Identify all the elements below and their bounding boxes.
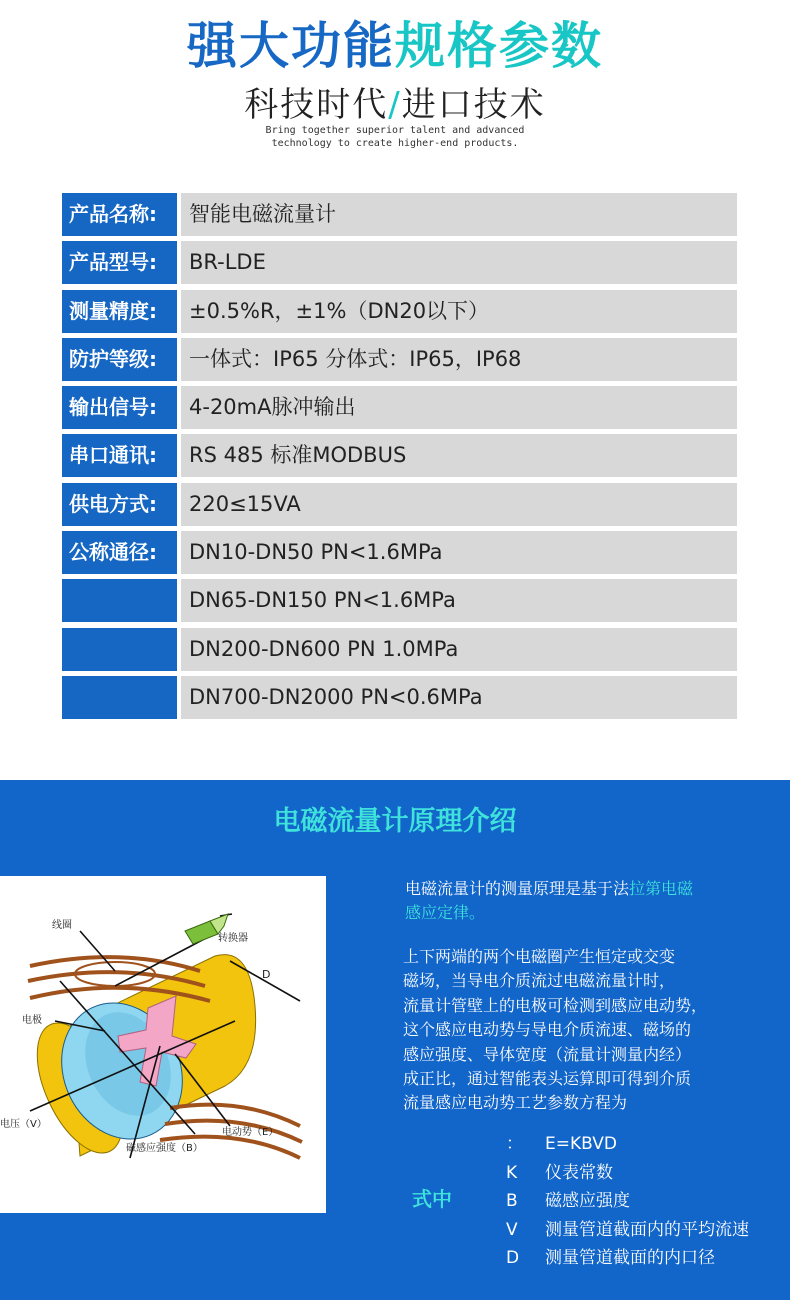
spec-value: DN10-DN50 PN<1.6MPa — [181, 531, 737, 574]
formula-row — [505, 1244, 785, 1273]
spec-row — [62, 386, 737, 429]
intro-plain: 电磁流量计的测量原理是基于法 — [405, 879, 630, 898]
pipe-illustration — [20, 955, 256, 1166]
spec-label — [62, 628, 177, 671]
title-part-2: 规格参数 — [395, 17, 603, 75]
title-part-1: 强大功能 — [187, 17, 395, 75]
principle-intro — [405, 877, 765, 925]
spec-row — [62, 434, 737, 477]
section-title: 电磁流量计原理介绍 — [273, 806, 517, 837]
voltage-label: 电压（V） — [0, 1119, 47, 1130]
formula-symbol: ： — [506, 1134, 523, 1154]
body-line: 这个感应电动势与导电介质流速、磁场的 — [403, 1020, 692, 1040]
spec-label: 公称通径: — [62, 531, 177, 574]
formula-row — [505, 1159, 785, 1188]
flowmeter-diagram — [0, 876, 326, 1213]
spec-label: 供电方式: — [62, 483, 177, 526]
body-line: 流量计管壁上的电极可检测到感应电动势， — [403, 995, 708, 1015]
body-line: 感应强度、导体宽度（流量计测量内经） — [403, 1044, 692, 1064]
formula-label: 式中 — [412, 1187, 452, 1211]
intro-highlight-1: 拉第电磁 — [629, 879, 694, 898]
spec-row — [62, 579, 737, 622]
electrode-label: 电极 — [22, 1015, 42, 1026]
body-line: 流量感应电动势工艺参数方程为 — [403, 1093, 628, 1113]
body-line: 磁场，当导电介质流过电磁流量计时， — [403, 971, 676, 991]
subtitle-part-2: 进口技术 — [401, 85, 546, 125]
spec-row — [62, 193, 737, 236]
spec-label: 产品型号: — [62, 241, 177, 284]
formula-text: 测量管道截面的内口径 — [545, 1248, 715, 1268]
page-title — [0, 12, 790, 80]
formula-symbol: B — [506, 1191, 518, 1211]
flowmeter-diagram-svg — [0, 876, 326, 1213]
body-line: 成正比，通过智能表头运算即可得到介质 — [403, 1069, 692, 1089]
induction-label: 磁感应强度（B） — [126, 1143, 203, 1154]
d-label: D — [262, 968, 271, 981]
spec-label — [62, 676, 177, 719]
formula-text: 仪表常数 — [545, 1162, 613, 1183]
spec-value: 220≤15VA — [181, 483, 737, 526]
formula-row — [505, 1187, 785, 1216]
spec-value: 一体式：IP65 分体式：IP65，IP68 — [181, 338, 737, 381]
spec-value: DN65-DN150 PN<1.6MPa — [181, 579, 737, 622]
principle-body — [403, 945, 773, 1116]
formula-text: E=KBVD — [545, 1134, 617, 1154]
spec-value: DN200-DN600 PN 1.0MPa — [181, 628, 737, 671]
spec-table — [62, 193, 737, 724]
spec-row — [62, 241, 737, 284]
coil-label: 线圈 — [52, 920, 72, 931]
spec-value: BR-LDE — [181, 241, 737, 284]
english-line-2: technology to create higher-end products. — [271, 138, 519, 149]
spec-label: 产品名称: — [62, 193, 177, 236]
subtitle-part-1: 科技时代 — [244, 85, 389, 125]
converter-label: 转换器 — [218, 933, 248, 944]
english-tagline — [0, 124, 790, 150]
principle-section — [0, 780, 790, 1300]
formula-row — [505, 1130, 785, 1159]
spec-value: ±0.5%R，±1%（DN20以下） — [181, 290, 737, 333]
spec-label: 测量精度: — [62, 290, 177, 333]
spec-value: 4-20mA脉冲输出 — [181, 386, 737, 429]
spec-row — [62, 483, 737, 526]
spec-row — [62, 338, 737, 381]
formula-symbol: V — [506, 1219, 518, 1240]
subtitle-slash: / — [388, 85, 402, 125]
formula-symbol: K — [506, 1162, 518, 1183]
body-line: 上下两端的两个电磁圈产生恒定或交变 — [403, 947, 676, 966]
spec-value: DN700-DN2000 PN<0.6MPa — [181, 676, 737, 719]
english-line-1: Bring together superior talent and advanced — [265, 125, 525, 136]
spec-label: 串口通讯: — [62, 434, 177, 477]
spec-value: 智能电磁流量计 — [181, 193, 737, 236]
spec-row — [62, 531, 737, 574]
formula-row — [505, 1216, 785, 1245]
formula-symbol: D — [506, 1248, 520, 1268]
spec-label — [62, 579, 177, 622]
spec-label: 输出信号: — [62, 386, 177, 429]
formula-list — [505, 1130, 785, 1273]
spec-row — [62, 676, 737, 719]
spec-row — [62, 290, 737, 333]
formula-text: 磁感应强度 — [545, 1191, 630, 1211]
formula-text: 测量管道截面内的平均流速 — [545, 1219, 749, 1240]
spec-label: 防护等级: — [62, 338, 177, 381]
spec-value: RS 485 标准MODBUS — [181, 434, 737, 477]
emf-label: 电动势（E） — [222, 1127, 279, 1138]
intro-highlight-2: 感应定律。 — [405, 903, 486, 922]
spec-row — [62, 628, 737, 671]
page-subtitle — [0, 84, 790, 126]
